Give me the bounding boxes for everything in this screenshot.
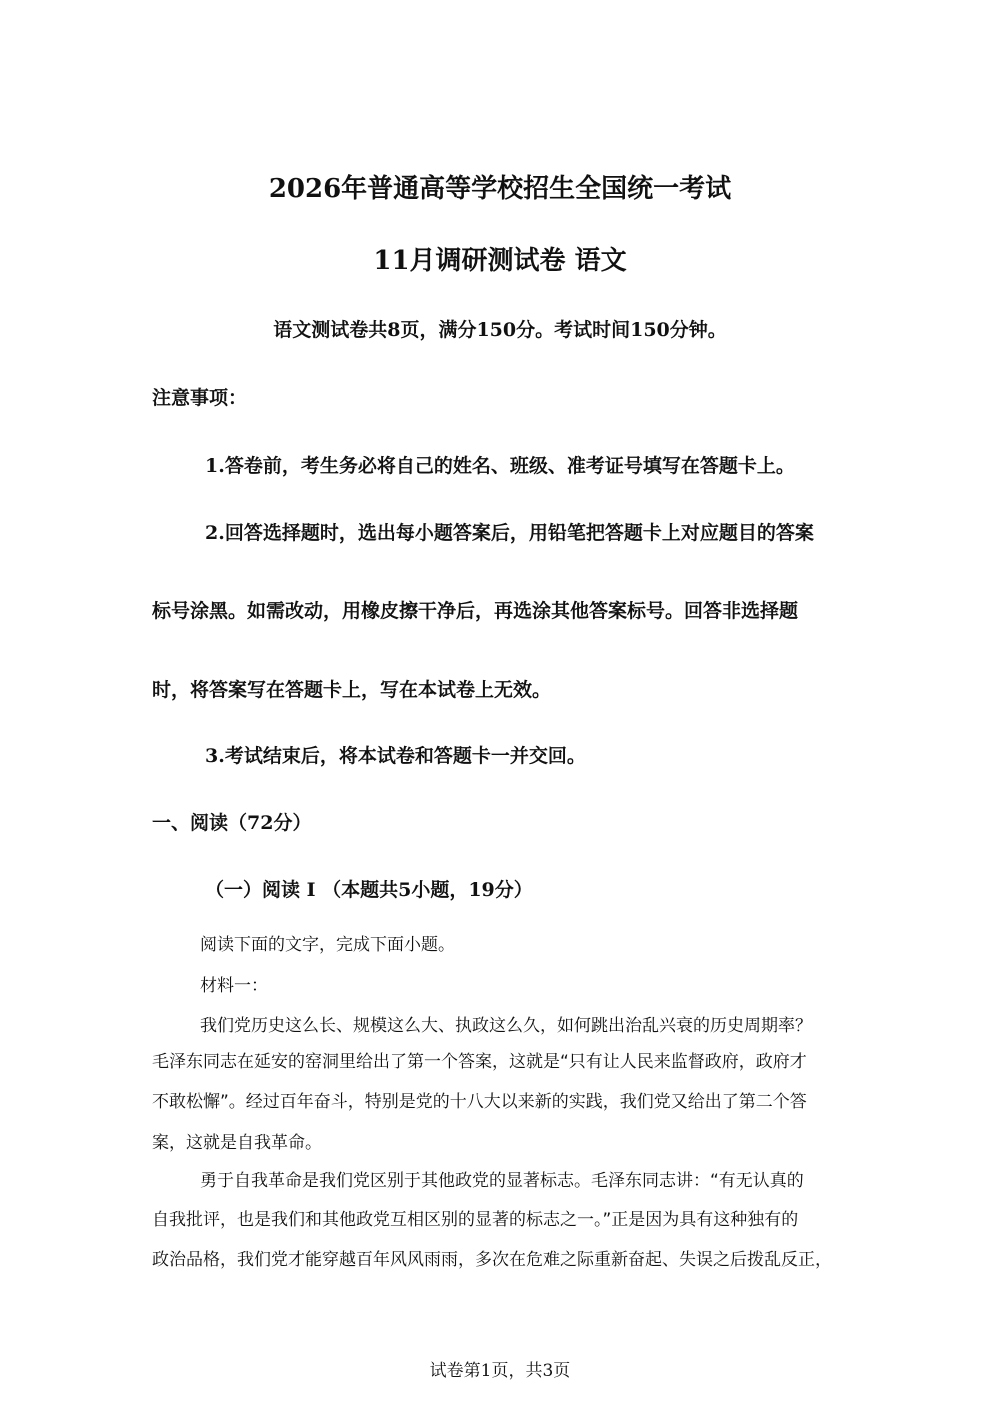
page-footer: 试卷第1页，共3页 bbox=[429, 1361, 571, 1381]
reading-intro: 阅读下面的文字，完成下面小题。 bbox=[200, 935, 455, 955]
passage-line: 我们党历史这么长、规模这么大、执政这么久，如何跳出治乱兴衰的历史周期率？ bbox=[200, 1016, 812, 1036]
notice-item-3: 3.考试结束后，将本试卷和答题卡一并交回。 bbox=[205, 745, 586, 767]
notice-item-2-line-3: 时，将答案写在答题卡上，写在本试卷上无效。 bbox=[152, 679, 552, 701]
passage-line: 案，这就是自我革命。 bbox=[152, 1133, 322, 1153]
exam-subtitle: 11月调研测试卷 语文 bbox=[373, 246, 627, 276]
notice-heading: 注意事项： bbox=[152, 387, 248, 409]
exam-title: 2026年普通高等学校招生全国统一考试 bbox=[268, 174, 732, 204]
passage-line: 不敢松懈”。经过百年奋斗，特别是党的十八大以来新的实践，我们党又给出了第二个答 bbox=[152, 1092, 807, 1112]
material-label: 材料一： bbox=[200, 976, 268, 996]
passage-line: 政治品格，我们党才能穿越百年风风雨雨，多次在危难之际重新奋起、失误之后拨乱反正， bbox=[152, 1250, 832, 1270]
notice-item-2-line-2: 标号涂黑。如需改动，用橡皮擦干净后，再选涂其他答案标号。回答非选择题 bbox=[152, 600, 799, 622]
passage-line: 勇于自我革命是我们党区别于其他政党的显著标志。毛泽东同志讲：“有无认真的 bbox=[200, 1171, 804, 1191]
notice-item-1: 1.答卷前，考生务必将自己的姓名、班级、准考证号填写在答题卡上。 bbox=[205, 455, 795, 477]
section-heading: 一、阅读（72分） bbox=[152, 812, 312, 834]
exam-info: 语文测试卷共8页，满分150分。考试时间150分钟。 bbox=[273, 319, 727, 341]
passage-line: 毛泽东同志在延安的窑洞里给出了第一个答案，这就是“只有让人民来监督政府，政府才 bbox=[152, 1052, 807, 1072]
passage-line: 自我批评，也是我们和其他政党互相区别的显著的标志之一。”正是因为具有这种独有的 bbox=[152, 1210, 799, 1230]
subsection-heading: （一）阅读 I （本题共5小题，19分） bbox=[205, 879, 533, 901]
notice-item-2-line-1: 2.回答选择题时，选出每小题答案后，用铅笔把答题卡上对应题目的答案 bbox=[205, 522, 814, 544]
